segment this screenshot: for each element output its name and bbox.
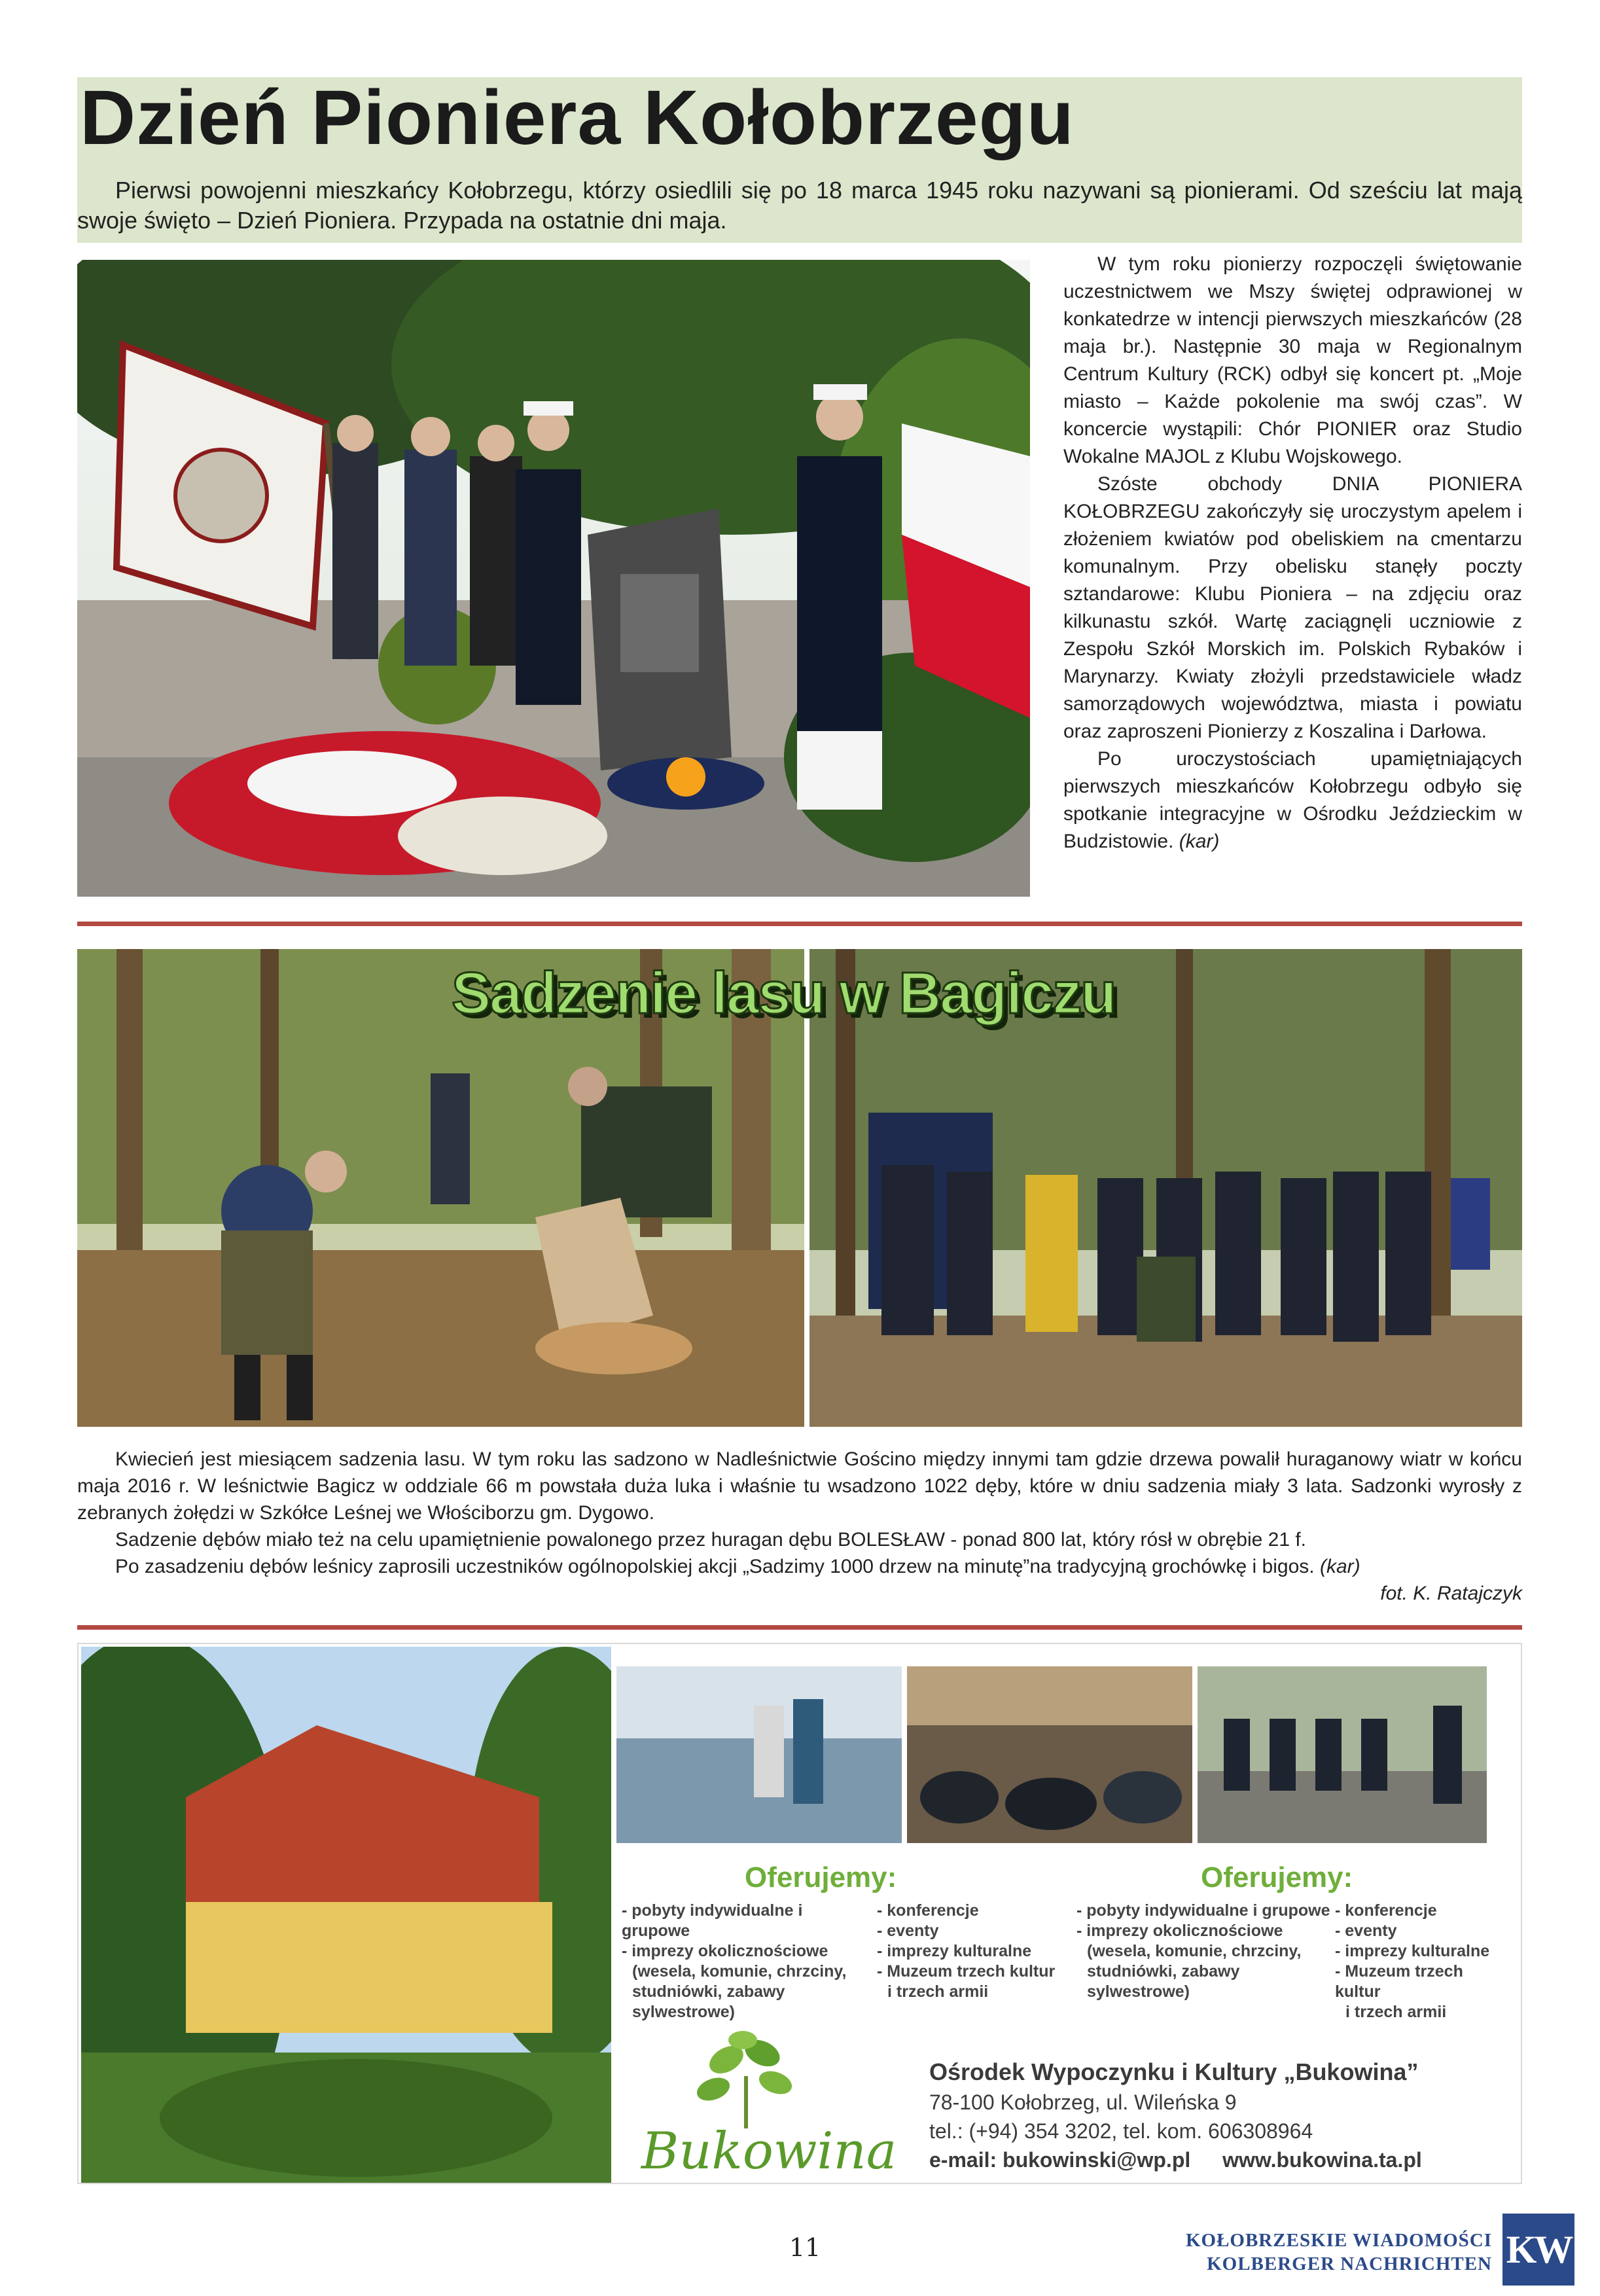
- offer-list: [622, 1901, 870, 2022]
- logo-letters: KW: [1506, 2227, 1571, 2271]
- band-photo: [1198, 1666, 1487, 1843]
- venue-phone: tel.: (+94) 354 3202, tel. kom. 606308964: [929, 2119, 1313, 2143]
- page-title: Dzień Pioniera Kołobrzegu: [80, 75, 1075, 161]
- offer-item: i trzech armii: [887, 1982, 989, 2001]
- publication-name: [1165, 2229, 1492, 2276]
- contact-block: [929, 2056, 1518, 2174]
- offer-heading: Oferujemy:: [745, 1861, 897, 1893]
- offer-list: [1335, 1901, 1512, 2022]
- offer-heading: Oferujemy:: [1201, 1861, 1353, 1893]
- offer-item: sylwestrowe): [1087, 1982, 1190, 2001]
- museum-photo: [907, 1666, 1192, 1843]
- article1-signature: (kar): [1179, 831, 1220, 852]
- venue-website[interactable]: www.bukowina.ta.pl: [1222, 2148, 1422, 2172]
- publication-logo: [1502, 2214, 1574, 2286]
- venue-address: 78-100 Kołobrzeg, ul. Wileńska 9: [929, 2090, 1237, 2114]
- offer-item: - pobyty indywidualne i grupowe: [622, 1901, 803, 1940]
- ceremony-photo: [77, 260, 1030, 897]
- section-title: Sadzenie lasu w Bagiczu: [452, 961, 1116, 1026]
- article-lead: Pierwsi powojenni mieszkańcy Kołobrzegu, którzy osiedlili się po 18 marca 1945 roku nazywani są pionierami. Od sześciu lat mają swoje święto – Dzień Pioniera. Przypada na ostatnie dni maja.: [77, 177, 1522, 234]
- bukowina-advert: [77, 1643, 1522, 2184]
- article2-paragraph: Po zasadzeniu dębów leśnicy zaprosili uczestników ogólnopolskiej akcji „Sadzimy 1000 drzew na minutę”na tradycyjną grochówkę i bigos. (kar): [115, 1556, 1360, 1577]
- article2-paragraph: Sadzenie dębów miało też na celu upamiętnienie powalonego przez huragan dębu BOLESŁAW - ponad 800 lat, który rósł w obrębie 21 f.: [115, 1529, 1307, 1551]
- publication-line1: KOŁOBRZESKIE WIADOMOŚCI: [1185, 2230, 1492, 2251]
- offer-item: (wesela, komunie, chrzciny,: [632, 1962, 847, 1981]
- article1-paragraph: Po uroczystościach upamiętniających pierwszych mieszkańców Kołobrzegu odbyło się spotkanie integracyjne w Ośrodku Jeździeckim w Budzistowie. (kar): [1063, 748, 1522, 852]
- article2-signature: (kar): [1319, 1556, 1360, 1577]
- offer-item: - pobyty indywidualne i grupowe: [1076, 1901, 1330, 1920]
- offer-item: studniówki, zabawy: [1087, 1962, 1240, 1981]
- offer-list: [1076, 1901, 1332, 2002]
- article2-body: [77, 1446, 1522, 1607]
- article2-paragraph: Kwiecień jest miesiącem sadzenia lasu. W tym roku las sadzono w Nadleśnictwie Gościno między innymi tam gdzie drzewa powalił huraganowy wiatr w końcu maja 2016 r. W leśnictwie Bagicz w oddziale 66 m powstała duża luka i właśnie tu wsadzono 1022 dęby, które w dniu sadzenia miały 3 lata. Sadzonki wyrosły z zebranych żołędzi w Szkółce Leśnej we Włościborzu gm. Dygowo.: [77, 1448, 1522, 1524]
- offer-item: - eventy: [877, 1922, 939, 1940]
- section-divider: [77, 922, 1522, 926]
- section-divider: [77, 1625, 1522, 1630]
- photo-credit: fot. K. Ratajczyk: [1380, 1583, 1522, 1604]
- offer-item: studniówki, zabawy: [632, 1982, 785, 2001]
- offer-item: - imprezy kulturalne: [877, 1942, 1032, 1960]
- offer-item: - eventy: [1335, 1922, 1397, 1940]
- offer-item: - konferencje: [877, 1901, 979, 1920]
- offer-item: - imprezy kulturalne: [1335, 1942, 1490, 1960]
- offer-item: sylwestrowe): [632, 2003, 736, 2021]
- article1-body: [1063, 251, 1522, 855]
- leaf-icon: [635, 2030, 975, 2128]
- offer-item: i trzech armii: [1345, 2003, 1447, 2021]
- offer-item: - imprezy okolicznościowe: [622, 1942, 828, 1960]
- article1-paragraph: W tym roku pionierzy rozpoczęli świętowanie uczestnictwem we Mszy świętej odprawionej w konkatedrze w intencji pierwszych mieszkańców (28 maja br.). Następnie 30 maja w Regionalnym Centrum Kultury (RCK) odbył się koncert pt. „Moje miasto – Każde pokolenie ma swój czas”. W koncercie wystąpili: Chór PIONIER oraz Studio Wokalne MAJOL z Klubu Wojskowego.: [1063, 253, 1522, 467]
- logo-text: Bukowina: [641, 2122, 897, 2181]
- offer-item: - imprezy okolicznościowe: [1076, 1922, 1283, 1940]
- bukowina-logo: [635, 2030, 975, 2181]
- offer-item: (wesela, komunie, chrzciny,: [1087, 1942, 1302, 1960]
- page-number: 11: [789, 2233, 821, 2262]
- article1-paragraph: Szóste obchody DNIA PIONIERA KOŁOBRZEGU zakończyły się uroczystym apelem i złożeniem kwiatów pod obeliskiem na cmentarzu komunalnym. Przy obelisku stanęły poczty sztandarowe: Klubu Pioniera – na zdjęciu oraz kilkunastu szkół. Wartę zaciągnęli uczniowie z Zespołu Szkół Morskich im. Polskich Rybaków i Marynarzy. Kwiaty złożyli przedstawiciele władz samorządowych województwa, miasta i powiatu oraz zaproszeni Pionierzy z Koszalina i Darłowa.: [1063, 473, 1522, 742]
- venue-email[interactable]: e-mail: bukowinski@wp.pl: [929, 2148, 1191, 2172]
- publication-line2: KOLBERGER NACHRICHTEN: [1207, 2253, 1492, 2274]
- venue-contact-line: [929, 2145, 1518, 2174]
- beach-photo: [616, 1666, 902, 1843]
- venue-name: Ośrodek Wypoczynku i Kultury „Bukowina”: [929, 2058, 1419, 2085]
- offer-list: [877, 1901, 1073, 2002]
- offer-item: - konferencje: [1335, 1901, 1437, 1920]
- offer-item: - Muzeum trzech kultur: [877, 1962, 1056, 1981]
- hotel-photo: [81, 1647, 611, 2183]
- offer-item: - Muzeum trzech kultur: [1335, 1962, 1463, 2001]
